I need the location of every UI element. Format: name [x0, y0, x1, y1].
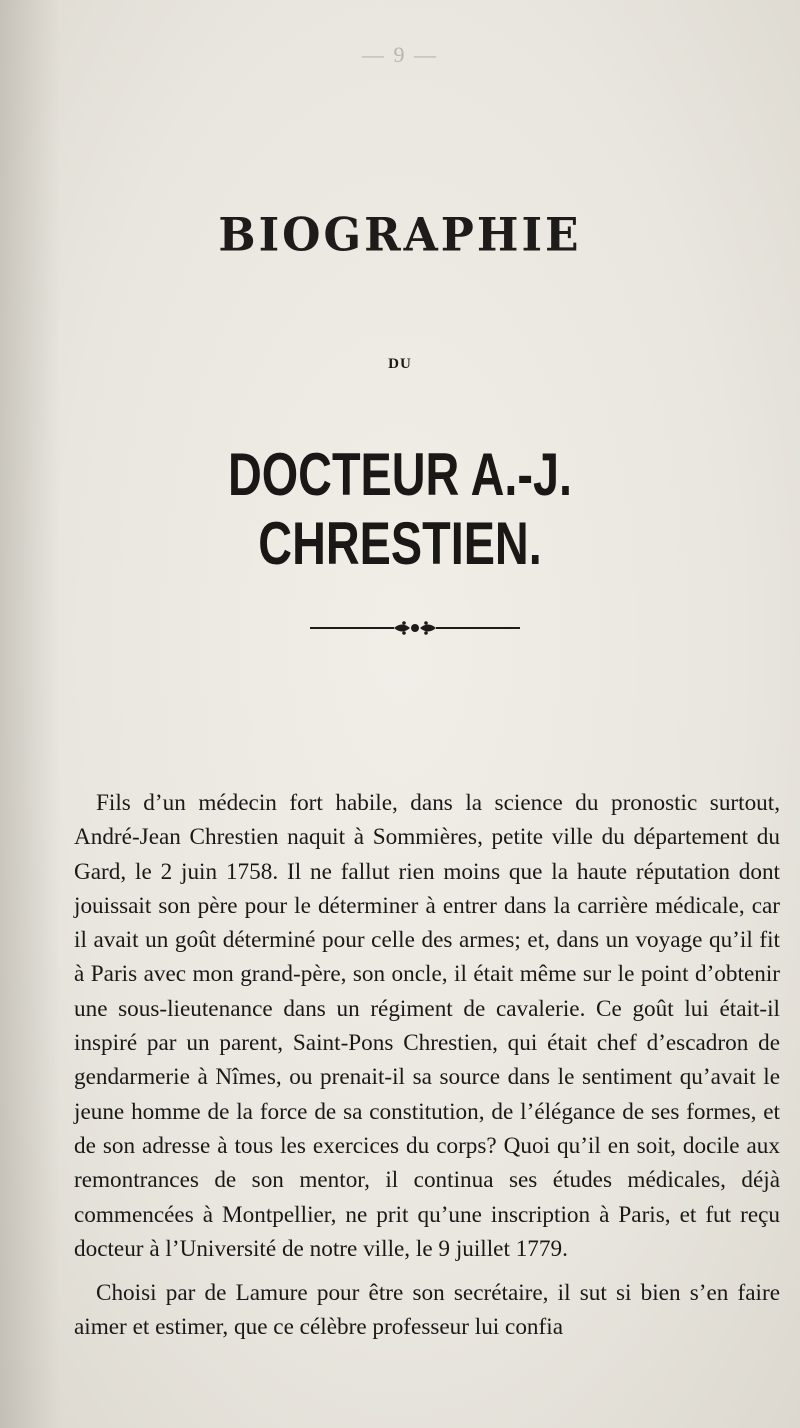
title-docteur-name: DOCTEUR A.-J. CHRESTIEN.: [227, 441, 573, 577]
page-number: — 9 —: [362, 42, 438, 67]
paragraph-1: Fils d’un médecin fort habile, dans la science du pronostic surtout, André-Jean Chrestien naquit à Sommières, petite ville du département du Gard, le 2 juin 1758. Il ne fallut rien moins que la haute réputation dont jouissait son père pour le déterminer à entrer dans la carrière médicale, car il avait un goût déterminé pour celle des armes; et, dans un voyage qu’il fit à Paris avec mon grand-père, son oncle, il était même sur le point d’obtenir une sous-lieutenance dans un régiment de cavalerie. Ce goût lui était-il inspiré par un parent, Saint-Pons Chrestien, qui était chef d’escadron de gendarmerie à Nîmes, ou prenait-il sa source dans le sentiment qu’avait le jeune homme de la force de sa constitution, de l’élégance de ses formes, et de son adresse à tous les exercices du corps? Quoi qu’il en soit, docile aux remontrances de son mentor, il continua ses études médicales, déjà commencées à Montpellier, ne prit qu’une inscription à Paris, et fut reçu docteur à l’Université de notre ville, le 9 juillet 1779.: [74, 790, 780, 1262]
body-text: [74, 786, 780, 1345]
title-biographie: BIOGRAPHIE: [218, 208, 582, 263]
ornamental-rule-icon: [310, 618, 520, 638]
paragraph-2: Choisi par de Lamure pour être son secrétaire, il sut si bien s’en faire aimer et estimer, que ce célèbre professeur lui confia: [74, 1280, 780, 1341]
title-du: DU: [388, 356, 412, 372]
